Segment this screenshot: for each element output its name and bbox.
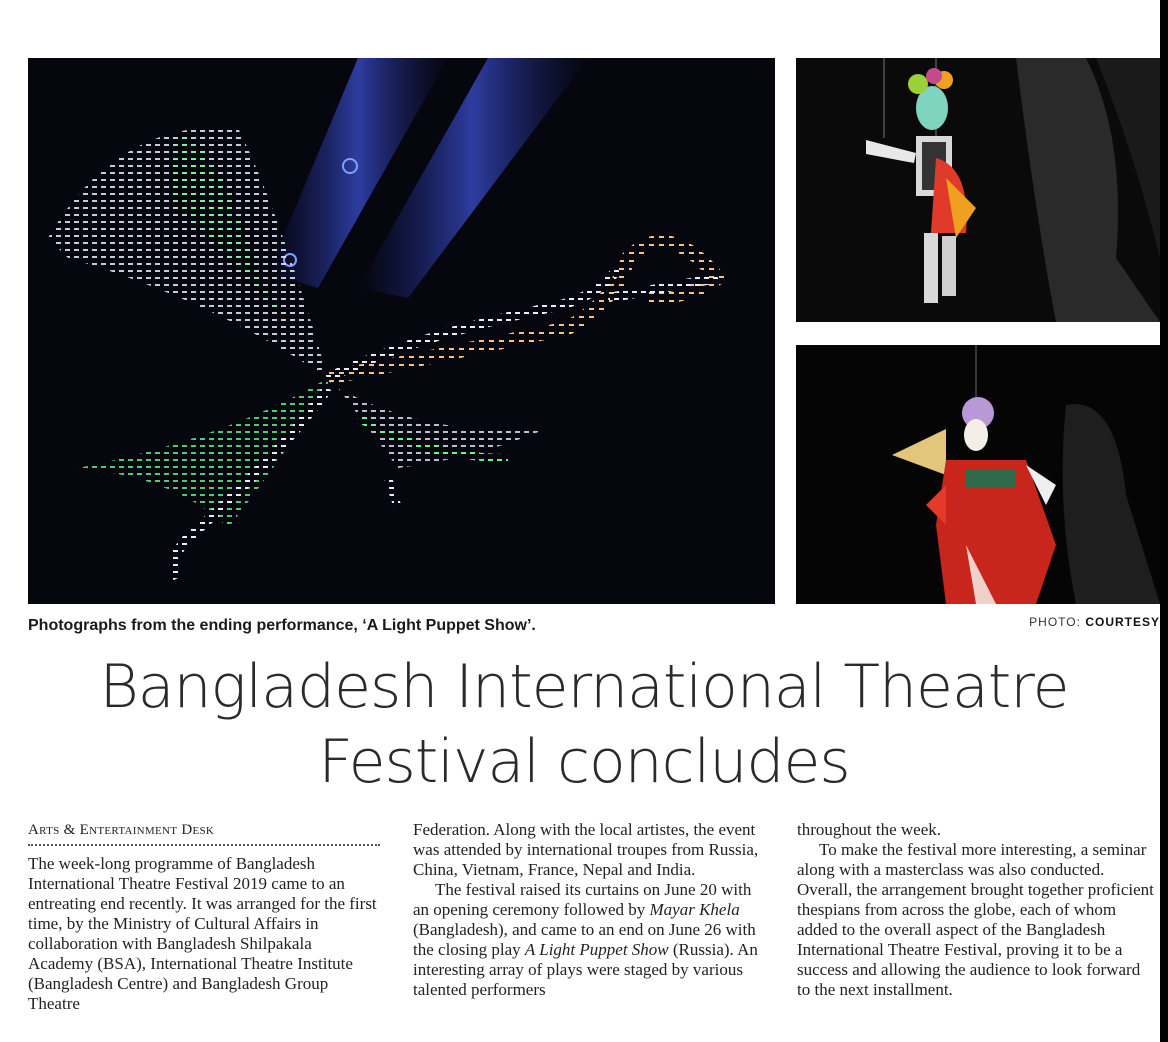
light-puppet-photo — [28, 58, 775, 604]
page-edge-bar — [1160, 0, 1168, 1042]
photo-credit-name: COURTESY — [1085, 615, 1160, 629]
skeleton-puppet-photo — [796, 58, 1160, 322]
paragraph — [413, 880, 765, 1000]
play-title: Mayar Khela — [649, 900, 740, 919]
photo-caption: Photographs from the ending performance, ‘A Light Puppet Show’. — [28, 617, 536, 634]
photo-credit — [1029, 615, 1160, 629]
text-run: The festival raised its curtains on June 20 with an opening ceremony followed by — [413, 880, 752, 919]
paragraph: throughout the week. — [797, 820, 941, 839]
headline-line-1: Bangladesh International Theatre — [99, 652, 1069, 722]
photo-credit-label: PHOTO: — [1029, 615, 1081, 629]
paragraph: The week-long programme of Bangladesh International Theatre Festival 2019 came to an entreating end recently. It was arranged for the first time, by the Ministry of Cultural Affairs in collaboration with Bangladesh Shilpakala Academy (BSA), International Theatre Institute (Bangladesh Centre) and Bangladesh Group Theatre — [28, 854, 377, 1013]
paragraph: Federation. Along with the local artistes, the event was attended by international troupes from Russia, China, Vietnam, France, Nepal and India. — [413, 820, 759, 879]
headline-line-2: Festival concludes — [318, 727, 850, 797]
article-column-3 — [797, 820, 1157, 1000]
desk-byline: Arts & Entertainment Desk — [28, 820, 380, 846]
geisha-puppet-photo — [796, 345, 1160, 604]
text-run: (Russia). An interesting array of plays were staged by various talented performers — [413, 940, 758, 999]
text-run: (Bangladesh), and came to an end on June 26 with the closing play — [413, 920, 756, 959]
article-column-1 — [28, 820, 380, 1014]
play-title: A Light Puppet Show — [524, 940, 669, 959]
article-headline — [40, 650, 1128, 800]
article-column-2 — [413, 820, 765, 1000]
paragraph: To make the festival more interesting, a seminar along with a masterclass was also conducted. Overall, the arrangement brought together proficient thespians from across the globe, each of whom added to the overall aspect of the Bangladesh International Theatre Festival, proving it to be a success and allowing the audience to look forward to the next installment. — [797, 840, 1154, 999]
